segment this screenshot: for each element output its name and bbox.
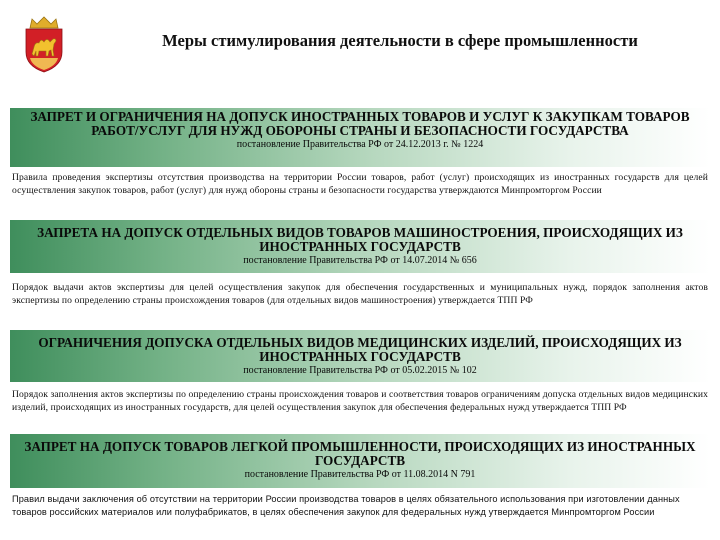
section-heading: ЗАПРЕТ И ОГРАНИЧЕНИЯ НА ДОПУСК ИНОСТРАННЫХ ТОВАРОВ И УСЛУГ К ЗАКУПКАМ ТОВАРОВ РАБОТ/УСЛУГ ДЛЯ НУЖД ОБОРОНЫ СТРАНЫ И БЕЗОПАСНОСТИ ГОСУДАРСТВА [30, 109, 690, 138]
section-description: Порядок выдачи актов экспертизы для целей осуществления закупок для обеспечения государственных и муниципальных нужд, порядок заполнения актов экспертизы по определению страны происхождения товаров (для отдельных видов машиностроения) утверждается ТПП РФ [12, 282, 708, 306]
page-title: Меры стимулирования деятельности в сфере промышленности [162, 31, 638, 50]
section-header-light-industry-ban [10, 434, 710, 488]
section-reference: постановление Правительства РФ от 24.12.2013 г. № 1224 [236, 139, 484, 150]
section-heading: ОГРАНИЧЕНИЯ ДОПУСКА ОТДЕЛЬНЫХ ВИДОВ МЕДИЦИНСКИХ ИЗДЕЛИЙ, ПРОИСХОДЯЩИХ ИЗ ИНОСТРАННЫХ ГОСУДАРСТВ [38, 335, 682, 364]
section-description: Порядок заполнения актов экспертизы по определению страны происхождения товаров и соответствия товаров ограничениям допуска отдельных видов медицинских изделий, происходящих из иностранных государств, для целей осуществления закупок для обеспечения федеральных нужд утверждается ТПП РФ [12, 389, 708, 413]
section-header-machinery-ban [10, 220, 710, 273]
section-header-defense-ban [10, 108, 710, 167]
section-reference: постановление Правительства РФ от 11.08.2014 N 791 [244, 469, 476, 480]
chelyabinsk-coat-of-arms-icon [22, 14, 66, 74]
shield-base [30, 58, 58, 70]
section-heading: ЗАПРЕТ НА ДОПУСК ТОВАРОВ ЛЕГКОЙ ПРОМЫШЛЕННОСТИ, ПРОИСХОДЯЩИХ ИЗ ИНОСТРАННЫХ ГОСУДАРСТВ [24, 439, 696, 468]
section-description: Правил выдачи заключения об отсутствии на территории России производства товаров в целях обязательного использования при изготовлении данных товаров российских материалов или полуфабрикатов, в целях обеспечения закупок для федеральных нужд утверждается Минпромторгом России [12, 494, 680, 517]
section-heading: ЗАПРЕТА НА ДОПУСК ОТДЕЛЬНЫХ ВИДОВ ТОВАРОВ МАШИНОСТРОЕНИЯ, ПРОИСХОДЯЩИХ ИЗ ИНОСТРАННЫХ ГОСУДАРСТВ [37, 225, 683, 254]
crown-icon [30, 17, 58, 28]
section-header-medical-restriction [10, 330, 710, 382]
section-reference: постановление Правительства РФ от 14.07.2014 № 656 [243, 255, 477, 266]
section-reference: постановление Правительства РФ от 05.02.2015 № 102 [243, 365, 477, 376]
section-description: Правила проведения экспертизы отсутствия производства на территории России товаров, работ (услуг) происходящих из иностранных государств для целей осуществления закупок товаров, работ (услуг) для нужд обороны страны и безопасности государства утверждаются Минпромторгом России [12, 172, 708, 196]
